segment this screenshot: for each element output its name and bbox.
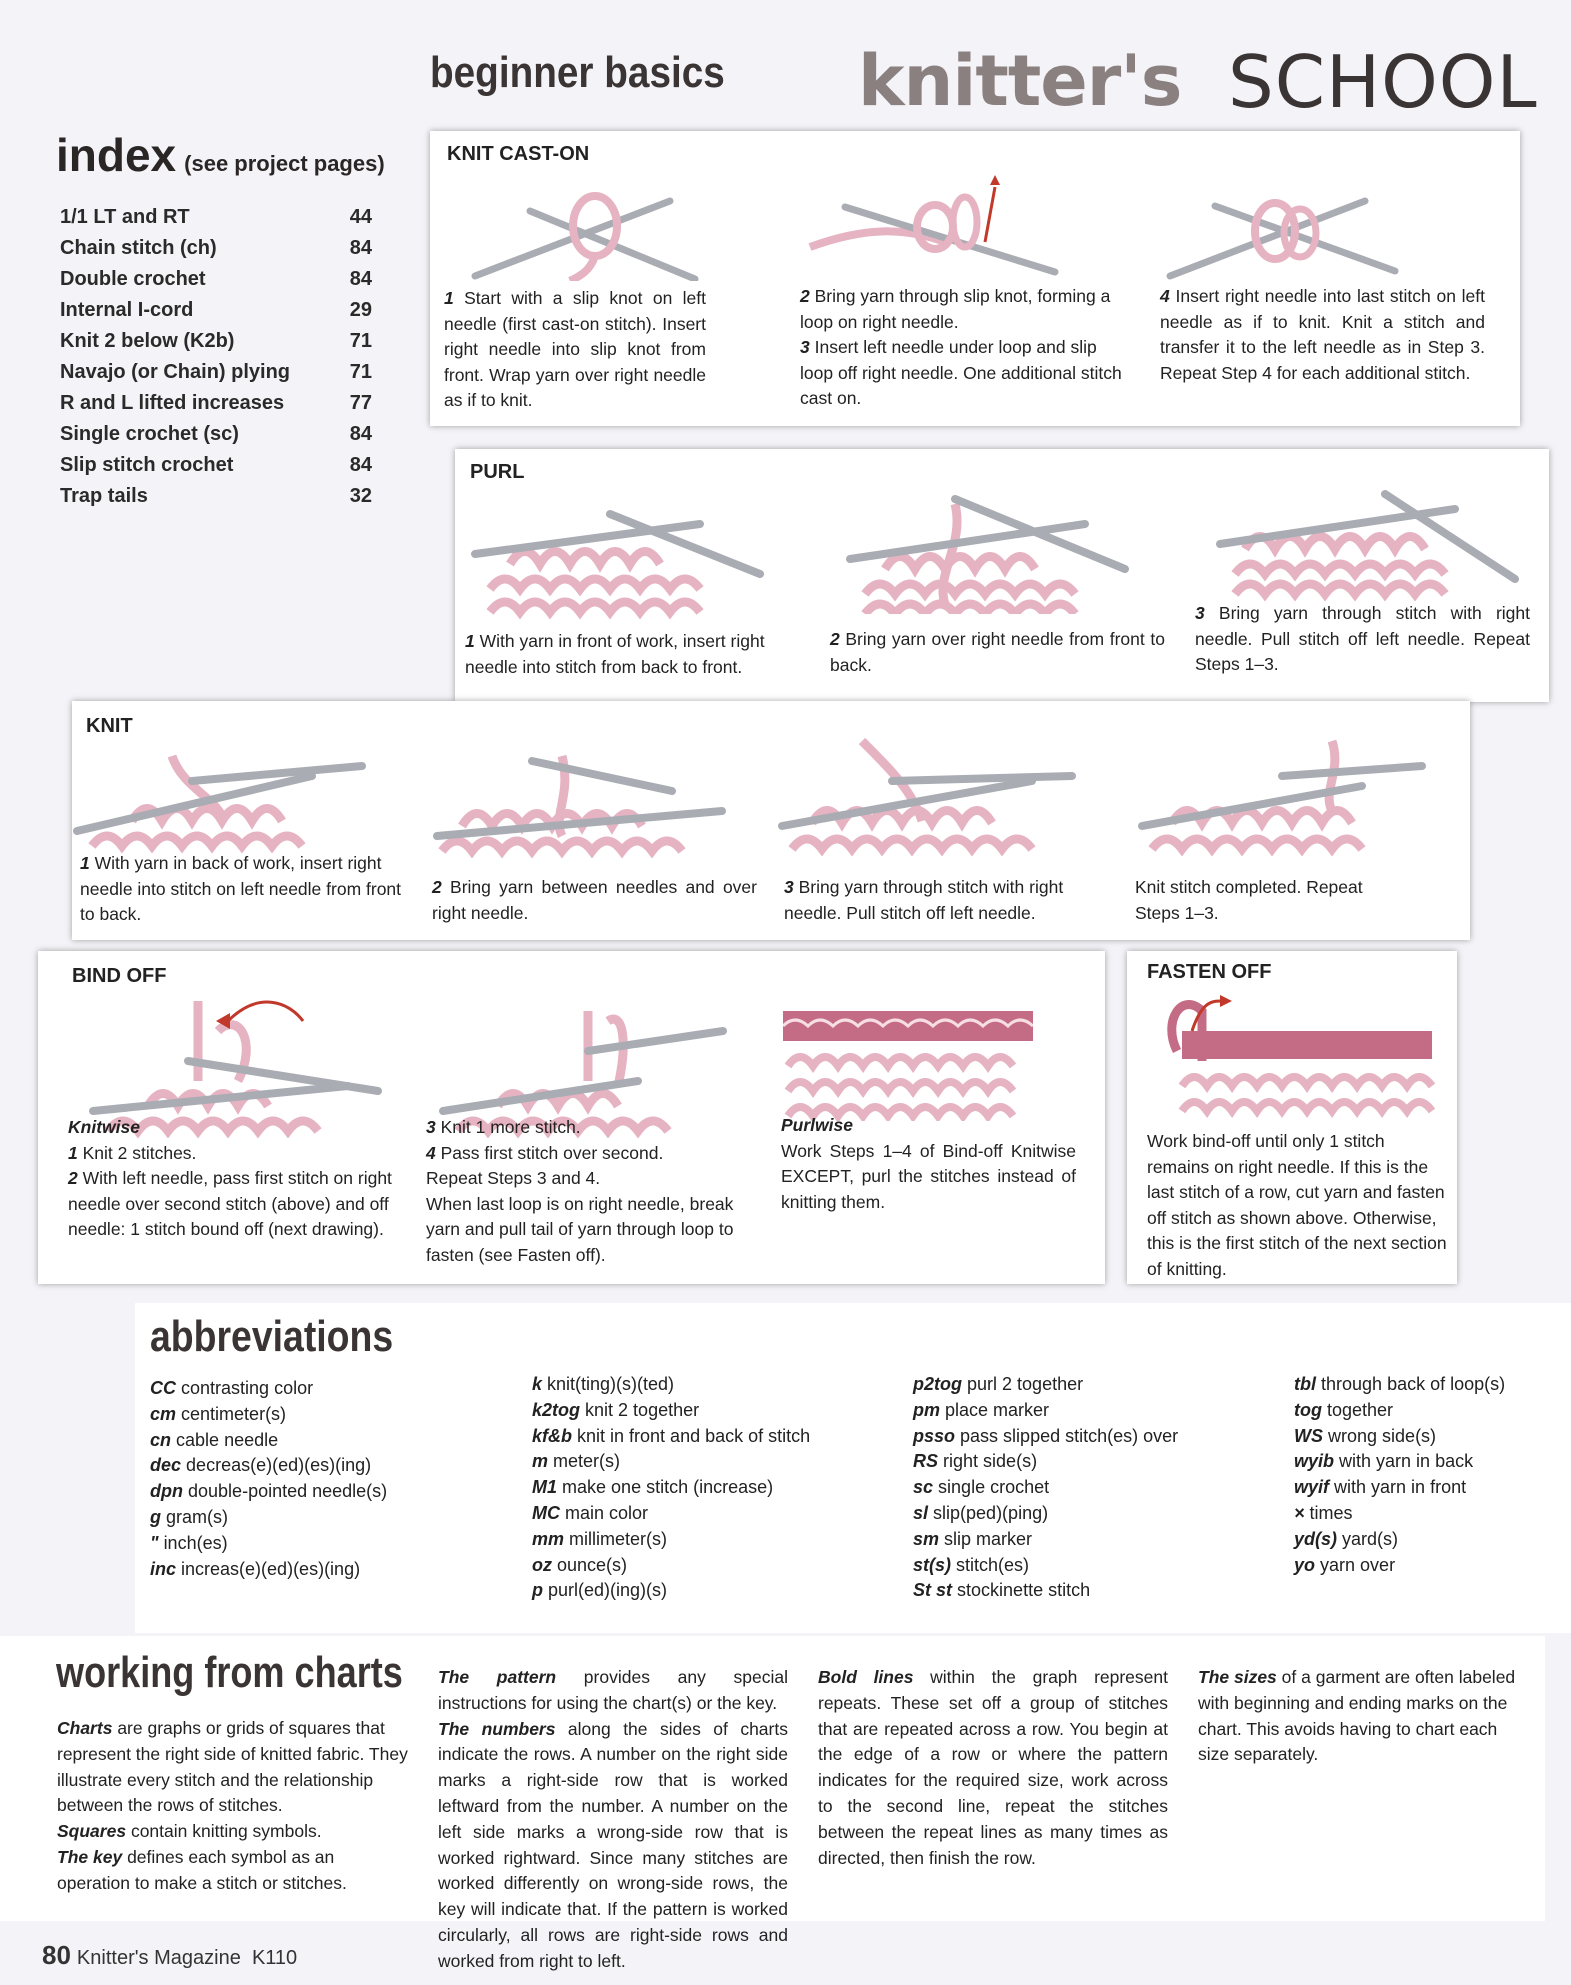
abbreviation-term: k2tog [532, 1399, 581, 1420]
section-title: beginner basics [430, 48, 725, 97]
knitwise-heading: Knitwise [68, 1117, 140, 1137]
abbreviation-term: wyif [1294, 1477, 1330, 1498]
abbreviation-term: dpn [150, 1481, 183, 1502]
abbreviation-term: yo [1294, 1554, 1316, 1575]
abbreviations-column-4 [1294, 1372, 1554, 1578]
bind-off-purlwise: Purlwise Work Steps 1–4 of Bind-off Knitwise EXCEPT, purl the stitches instead of knitting them. [781, 1115, 1076, 1212]
abbreviation-term: p2tog [913, 1374, 962, 1394]
abbreviation-entry [1294, 1449, 1554, 1475]
abbreviation-term: m [532, 1451, 549, 1472]
bind-off-title: BIND OFF [72, 965, 167, 987]
abbreviation-term: × [1294, 1502, 1305, 1523]
abbreviation-definition: centimeter(s) [181, 1403, 287, 1424]
abbreviation-entry [532, 1553, 872, 1579]
fasten-off-illustration [1142, 991, 1442, 1131]
abbreviation-definition: increas(e)(ed)(es)(ing) [181, 1558, 361, 1579]
cast-on-step-4: 4 Insert right needle into last stitch on left needle as if to knit. Knit a stitch and transfer it to the left needle as in Step 3. Repeat Step 4 for each additional stitch. [1160, 286, 1485, 383]
index-page: 84 [349, 268, 372, 290]
index-note: (see project pages) [184, 151, 385, 176]
abbreviation-definition: inch(es) [163, 1532, 228, 1553]
index-page: 71 [349, 330, 372, 352]
knit-title: KNIT [86, 715, 133, 737]
publication-name: Knitter's Magazine [76, 1947, 241, 1969]
cast-on-step-1: 1 Start with a slip knot on left needle (first cast-on stitch). Insert right needle into slip knot from front. Wrap yarn over right needle as if to knit. [444, 288, 706, 410]
abbreviation-entry [150, 1402, 450, 1428]
abbreviation-definition: stitch(es) [956, 1554, 1030, 1575]
index-page: 77 [349, 392, 372, 414]
charts-column-4: The sizes of a garment are often labeled with beginning and ending marks on the chart. This avoids having to chart each size separately. [1198, 1667, 1516, 1765]
index-row [60, 206, 372, 237]
purl-panel [455, 449, 1549, 702]
knit-illustration-3 [772, 731, 1092, 861]
page-number: 80 [42, 1940, 71, 1970]
index-label: Navajo (or Chain) plying [60, 361, 291, 383]
index-row [60, 268, 372, 299]
abbreviation-entry [913, 1475, 1253, 1501]
abbreviation-term: St st [913, 1580, 953, 1601]
abbreviation-term: M1 [532, 1477, 558, 1498]
abbreviation-term: inc [150, 1558, 177, 1579]
index-label: Double crochet [60, 268, 206, 290]
index-label: Slip stitch crochet [60, 454, 234, 476]
bind-off-illustration-3 [783, 1011, 1033, 1121]
abbreviation-term: CC [150, 1378, 176, 1398]
fasten-off-text: Work bind-off until only 1 stitch remains on right needle. If this is the last stitch of a row, cut yarn and fasten off stitch as shown above. Otherwise, this is the first stitch of the next section of knitting. [1147, 1131, 1447, 1279]
abbreviation-definition: knit 2 together [585, 1399, 700, 1420]
purl-illustration-1 [470, 494, 770, 624]
abbreviation-definition: together [1327, 1399, 1394, 1420]
cast-on-panel [430, 131, 1520, 426]
index-page: 32 [349, 485, 372, 507]
abbreviation-entry [532, 1527, 872, 1553]
charts-column-3: Bold lines within the graph represent repeats. These set off a group of stitches that are repeated across a row. You begin at the edge of a row or where the pattern indicates for the required size, work across to the second line, repeat the stitches between the repeat lines as many times as directed, then finish the row. [818, 1667, 1168, 1868]
abbreviation-entry [1294, 1527, 1554, 1553]
abbreviation-entry [150, 1479, 450, 1505]
charts-column-1: Charts are graphs or grids of squares that represent the right side of knitted fabric. They illustrate every stitch and the relationship between the rows of stitches. Squares contain knitting symbols. The key defines each symbol as an operation to make a stitch or stitches. [57, 1718, 408, 1893]
abbreviation-definition: yard(s) [1342, 1528, 1399, 1549]
cast-on-illustration-2 [805, 167, 1065, 277]
page-folio [42, 1940, 297, 1971]
purl-step-2: 2 Bring yarn over right needle from front to back. [830, 629, 1165, 675]
charts-title: working from charts [56, 1648, 403, 1697]
knit-step-2: 2 Bring yarn between needles and over right needle. [432, 877, 757, 923]
cast-on-illustration-1 [470, 171, 700, 281]
knit-step-3: 3 Bring yarn through stitch with right needle. Pull stitch off left needle. [784, 877, 1064, 923]
cast-on-illustration-3 [1165, 171, 1405, 281]
index-label: R and L lifted increases [60, 392, 285, 414]
abbreviation-entry [532, 1424, 872, 1450]
abbreviation-entry [532, 1449, 872, 1475]
purlwise-heading: Purlwise [781, 1115, 853, 1135]
abbreviation-definition: purl 2 together [967, 1374, 1084, 1394]
abbreviation-definition: ounce(s) [557, 1554, 628, 1575]
abbreviation-term: st(s) [913, 1554, 952, 1575]
abbreviation-definition: knit in front and back of stitch [577, 1425, 811, 1446]
abbreviation-entry [913, 1424, 1253, 1450]
abbreviation-definition: yarn over [1320, 1554, 1396, 1575]
abbreviations-column-2 [532, 1372, 872, 1604]
fasten-off-title: FASTEN OFF [1147, 961, 1272, 983]
abbreviation-term: sl [913, 1502, 929, 1523]
purl-illustration-2 [835, 484, 1135, 614]
abbreviation-entry [913, 1398, 1253, 1424]
abbreviation-term: yd(s) [1294, 1528, 1338, 1549]
purl-title: PURL [470, 461, 525, 483]
abbreviation-entry [913, 1527, 1253, 1553]
brand-title: knitter's [858, 40, 1182, 122]
abbreviation-term: dec [150, 1455, 182, 1476]
abbreviations-title: abbreviations [150, 1312, 394, 1361]
abbreviation-term: RS [913, 1451, 939, 1472]
purl-illustration-3 [1205, 484, 1525, 614]
index-page: 29 [349, 299, 372, 321]
abbreviation-definition: right side(s) [943, 1451, 1038, 1472]
index-label: Single crochet (sc) [60, 423, 239, 445]
index-row [60, 330, 372, 361]
abbreviation-definition: times [1309, 1502, 1353, 1523]
knit-illustration-2 [422, 736, 742, 866]
abbreviation-term: cn [150, 1429, 172, 1450]
abbreviation-entry [1294, 1475, 1554, 1501]
index-label: Knit 2 below (K2b) [60, 330, 235, 352]
index-list [60, 206, 372, 516]
index-page: 71 [349, 361, 372, 383]
abbreviation-definition: main color [565, 1502, 649, 1523]
abbreviation-term: psso [913, 1425, 956, 1446]
abbreviation-term: WS [1294, 1425, 1323, 1446]
abbreviation-entry [1294, 1553, 1554, 1579]
abbreviation-term: " [150, 1532, 159, 1553]
index-row [60, 361, 372, 392]
bind-off-knitwise: Knitwise 1 Knit 2 stitches. 2 With left needle, pass first stitch on right needle over second stitch (above) and off needle: 1 stitch bound off (next drawing). [68, 1115, 398, 1243]
abbreviation-term: oz [532, 1554, 552, 1575]
abbreviation-entry [532, 1475, 872, 1501]
index-row [60, 392, 372, 423]
charts-column-2: The pattern provides any special instructions for using the chart(s) or the key. The numbers along the sides of charts indicate the rows. A number on the right side marks a right-side row that is worked leftward from the number. A number on the left side marks a wrong-side row that is worked rightward. Since many stitches are worked differently on wrong-side rows, the key will indicate that. If the pattern is worked circularly, all rows are right-side rows and worked from right to left. [438, 1667, 788, 1971]
abbreviation-entry [913, 1578, 1253, 1604]
abbreviation-term: sm [913, 1528, 940, 1549]
abbreviation-entry [150, 1505, 450, 1531]
abbreviation-entry [913, 1553, 1253, 1579]
index-page: 84 [349, 454, 372, 476]
abbreviation-entry [150, 1453, 450, 1479]
brand-school: SCHOOL [1228, 40, 1538, 124]
abbreviation-definition: meter(s) [553, 1451, 621, 1472]
knit-step-1: 1 With yarn in back of work, insert right needle into stitch on left needle from front to back. [80, 853, 402, 924]
abbreviation-term: sc [913, 1477, 934, 1498]
index-page: 44 [349, 206, 372, 228]
abbreviation-term: tog [1294, 1399, 1322, 1420]
purl-step-3: 3 Bring yarn through stitch with right needle. Pull stitch off left needle. Repeat Steps 1–3. [1195, 603, 1530, 674]
fasten-off-panel [1127, 951, 1457, 1284]
abbreviation-entry [1294, 1501, 1554, 1527]
abbreviation-definition: wrong side(s) [1328, 1425, 1437, 1446]
index-label: 1/1 LT and RT [60, 206, 190, 228]
bind-off-steps-3-4: 3 Knit 1 more stitch. 4 Pass first stitch over second. Repeat Steps 3 and 4. When last loop is on right needle, break yarn and pull tail of yarn through loop to fasten (see Fasten off). [426, 1117, 734, 1265]
abbreviation-definition: slip(ped)(ping) [933, 1502, 1049, 1523]
abbreviation-definition: decreas(e)(ed)(es)(ing) [186, 1455, 372, 1476]
abbreviation-term: kf&b [532, 1425, 572, 1446]
abbreviation-entry [913, 1372, 1253, 1398]
abbreviation-term: pm [913, 1399, 940, 1420]
abbreviation-term: p [532, 1580, 543, 1601]
knit-step-4: Knit stitch completed. Repeat Steps 1–3. [1135, 877, 1363, 923]
abbreviation-definition: slip marker [944, 1528, 1033, 1549]
abbreviation-definition: knit(ting)(s)(ted) [547, 1374, 675, 1394]
abbreviations-column-3 [913, 1372, 1253, 1604]
abbreviation-entry [1294, 1372, 1554, 1398]
abbreviation-definition: cable needle [176, 1429, 279, 1450]
abbreviation-definition: through back of loop(s) [1321, 1374, 1506, 1394]
abbreviation-definition: double-pointed needle(s) [188, 1481, 388, 1502]
abbreviation-entry [150, 1428, 450, 1454]
cast-on-step-2-3: 2 Bring yarn through slip knot, forming a loop on right needle. 3 Insert left needle under loop and slip loop off right needle. One additional stitch cast on. [800, 286, 1122, 408]
abbreviation-entry [1294, 1398, 1554, 1424]
knit-illustration-1 [72, 736, 372, 866]
index-page: 84 [349, 423, 372, 445]
abbreviation-definition: purl(ed)(ing)(s) [548, 1580, 668, 1601]
abbreviation-entry [150, 1376, 450, 1402]
abbreviation-entry [1294, 1424, 1554, 1450]
abbreviation-definition: single crochet [938, 1477, 1050, 1498]
abbreviation-entry [532, 1398, 872, 1424]
knit-panel [72, 701, 1470, 940]
abbreviation-entry [913, 1501, 1253, 1527]
abbreviation-term: MC [532, 1502, 560, 1523]
abbreviation-entry [150, 1557, 450, 1583]
abbreviation-term: wyib [1294, 1451, 1335, 1472]
abbreviation-term: cm [150, 1403, 177, 1424]
abbreviation-entry [913, 1449, 1253, 1475]
cast-on-title: KNIT CAST-ON [447, 143, 590, 165]
index-title: index (see project pages) [56, 129, 385, 181]
abbreviation-term: k [532, 1374, 543, 1394]
abbreviation-term: mm [532, 1528, 565, 1549]
index-row [60, 423, 372, 454]
abbreviation-entry [150, 1531, 450, 1557]
index-row [60, 485, 372, 516]
abbreviations-column-1 [150, 1376, 450, 1582]
bind-off-panel [38, 951, 1105, 1284]
knit-illustration-4 [1132, 731, 1432, 861]
abbreviation-term: tbl [1294, 1374, 1316, 1394]
index-row [60, 299, 372, 330]
abbreviation-definition: stockinette stitch [957, 1580, 1091, 1601]
issue-number: K110 [251, 1947, 298, 1969]
index-page: 84 [349, 237, 372, 259]
abbreviation-definition: with yarn in back [1339, 1451, 1474, 1472]
abbreviation-definition: pass slipped stitch(es) over [960, 1425, 1179, 1446]
abbreviation-definition: gram(s) [166, 1506, 229, 1527]
index-row [60, 454, 372, 485]
abbreviation-definition: make one stitch (increase) [562, 1477, 774, 1498]
abbreviation-definition: millimeter(s) [569, 1528, 668, 1549]
purl-step-1: 1 With yarn in front of work, insert right needle into stitch from back to front. [465, 631, 765, 677]
abbreviation-entry [532, 1578, 872, 1604]
index-label: Internal I-cord [60, 299, 194, 321]
abbreviation-definition: place marker [945, 1399, 1050, 1420]
abbreviation-entry [532, 1372, 872, 1398]
index-row [60, 237, 372, 268]
abbreviation-entry [532, 1501, 872, 1527]
index-label: Chain stitch (ch) [60, 237, 217, 259]
abbreviation-term: g [150, 1506, 161, 1527]
abbreviation-definition: contrasting color [181, 1378, 314, 1398]
abbreviation-definition: with yarn in front [1334, 1477, 1467, 1498]
index-label: Trap tails [60, 485, 148, 507]
